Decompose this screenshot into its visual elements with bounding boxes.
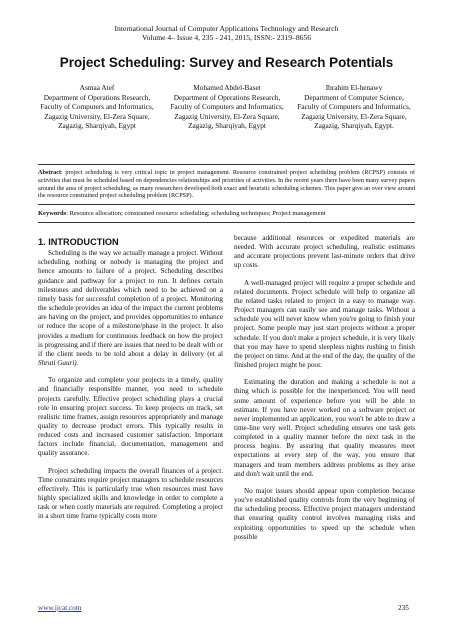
page-number: 235	[398, 604, 409, 612]
journal-header	[0, 24, 453, 42]
abstract-text: : project scheduling is very critical topic in project management. Resource constrained project scheduling problem (RCPSP) consists of activities that must be scheduled based on dependencies relationships and priorities of activities. In the recent years there have been many survey papers around the area of project scheduling, as many researchers developed both exact and heuristic scheduling schemes. This paper give an over view around the resource constrained project scheduling problem (RCPSP).	[38, 169, 415, 200]
keywords-text: : Resource allocation; constrained resource scheduling; scheduling techniques; Project management	[66, 210, 326, 217]
section-heading: 1. INTRODUCTION	[38, 237, 119, 247]
paragraph: Project scheduling impacts the overall finances of a project. Time constraints require project managers to schedule resources effectively. This is particularly true when resources must have highly specialized skills and knowledge in order to complete a task or when costly materials are required. Completing a project in a short time frame typically costs more	[38, 466, 223, 521]
author-name: Mohamed Abdel-Baset	[193, 83, 261, 92]
paragraph: To organize and complete your projects in a timely, quality and financially responsible manner, you need to schedule projects carefully. Effective project scheduling plays a crucial role in ensuring project success. To keep projects on track, set realistic time frames, assign resources appropriately and manage quality to decrease product errors. This typically results in reduced costs and increased customer satisfaction. Important factors include financial, documentation, management and quality assurance.	[38, 376, 223, 458]
abstract	[38, 169, 415, 200]
author-block-1	[38, 83, 156, 131]
left-column	[38, 238, 223, 522]
journal-name: International Journal of Computer Applications Technology and Research	[114, 24, 339, 33]
footer-url-link[interactable]: www.ijcat.com	[38, 604, 82, 612]
paragraph: No major issues should appear upon completion because you've established quality controls from the very beginning of the scheduling process. Effective project managers understand that ensuring quality control involves managing risks and exploiting opportunities to speed up the schedule when possible	[234, 486, 415, 541]
paragraph: because additional resources or expedited materials are needed. With accurate project scheduling, realistic estimates and accurate projections prevent last-minute orders that drive up costs.	[234, 234, 415, 270]
paragraph	[38, 249, 223, 368]
paragraph-text: Scheduling is the way we actually manage a project. Without scheduling, nothing or nobody is managing the project and hence amounts to failure of a project. Scheduling describes guidance and pathway for a project to run. It defines certain milestones and deliverables which need to be achieved on a timely basis for successful completion of a project. Monitoring the schedule provides an idea of the impact the current problems are having on the project, and provides opportunities to enhance or reduce the scope of a milestone/phase in the project. It also provides a medium for continuous feedback on how the project is progressing and if there are issues that need to be dealt with or if the client needs to be told about a delay in delivery (et al	[38, 249, 224, 358]
keywords-label: Keywords	[38, 210, 67, 217]
journal-volume: Volume 4– Issue 4, 235 - 241, 2015, ISSN:- 2319–8656	[141, 33, 312, 43]
divider-bottom	[38, 222, 415, 223]
divider-middle	[38, 204, 415, 205]
abstract-label: Abstract	[38, 169, 62, 176]
paragraph: Estimating the duration and making a schedule is not a thing which is possible for the inexperienced. You will need some amount of experience before you will be able to estimate. If you have never worked on a software project or never implemented an application, you won't be able to draw a time-line very well. Project scheduling ensures one task gets completed in a quality manner before the next task in the process begins. By assuring that quality measures meet expectations at every step of the way, you ensure that managers and team members address problems as they arise and don't wait until the end.	[234, 378, 415, 478]
keywords	[38, 210, 415, 218]
author-affiliation: Department of Operations Research, Faculty of Computers and Informatics, Zagazig University, El-Zera Square, Zagazig, Sharqiyah, Egypt	[170, 92, 284, 131]
paper-title: Project Scheduling: Survey and Research Potentials	[59, 55, 394, 70]
right-column	[234, 234, 415, 542]
author-name: Asmaa Atef	[79, 83, 115, 92]
author-block-3	[295, 83, 413, 131]
author-block-2	[168, 83, 286, 131]
divider-top	[38, 164, 415, 165]
author-affiliation: Department of Computer Science, Faculty of Computers and Informatics, Zagazig University, El-Zera Square, Zagazig, Sharqiyah, Egypt.	[297, 92, 411, 131]
paragraph: A well-managed project will require a proper schedule and related documents. Project schedule will help to organize all the related tasks related to project in a easy to manage way. Project managers can easily see and manage tasks. Without a schedule you will never know when you're going to finish your project. Some people may just start projects without a proper schedule. If you don't make a project schedule, it is very likely that you may have to spend sleepless nights rushing to finish the project on time. And at the end of the day, the quality of the finished project might be poor.	[234, 278, 415, 370]
citation: Shruti Gauri).	[38, 359, 79, 368]
author-affiliation: Department of Operations Research, Faculty of Computers and Informatics, Zagazig University, El-Zera Square, Zagazig, Sharqiyah, Egypt	[40, 92, 154, 131]
author-name: Ibrahim El-henawy	[325, 83, 383, 92]
